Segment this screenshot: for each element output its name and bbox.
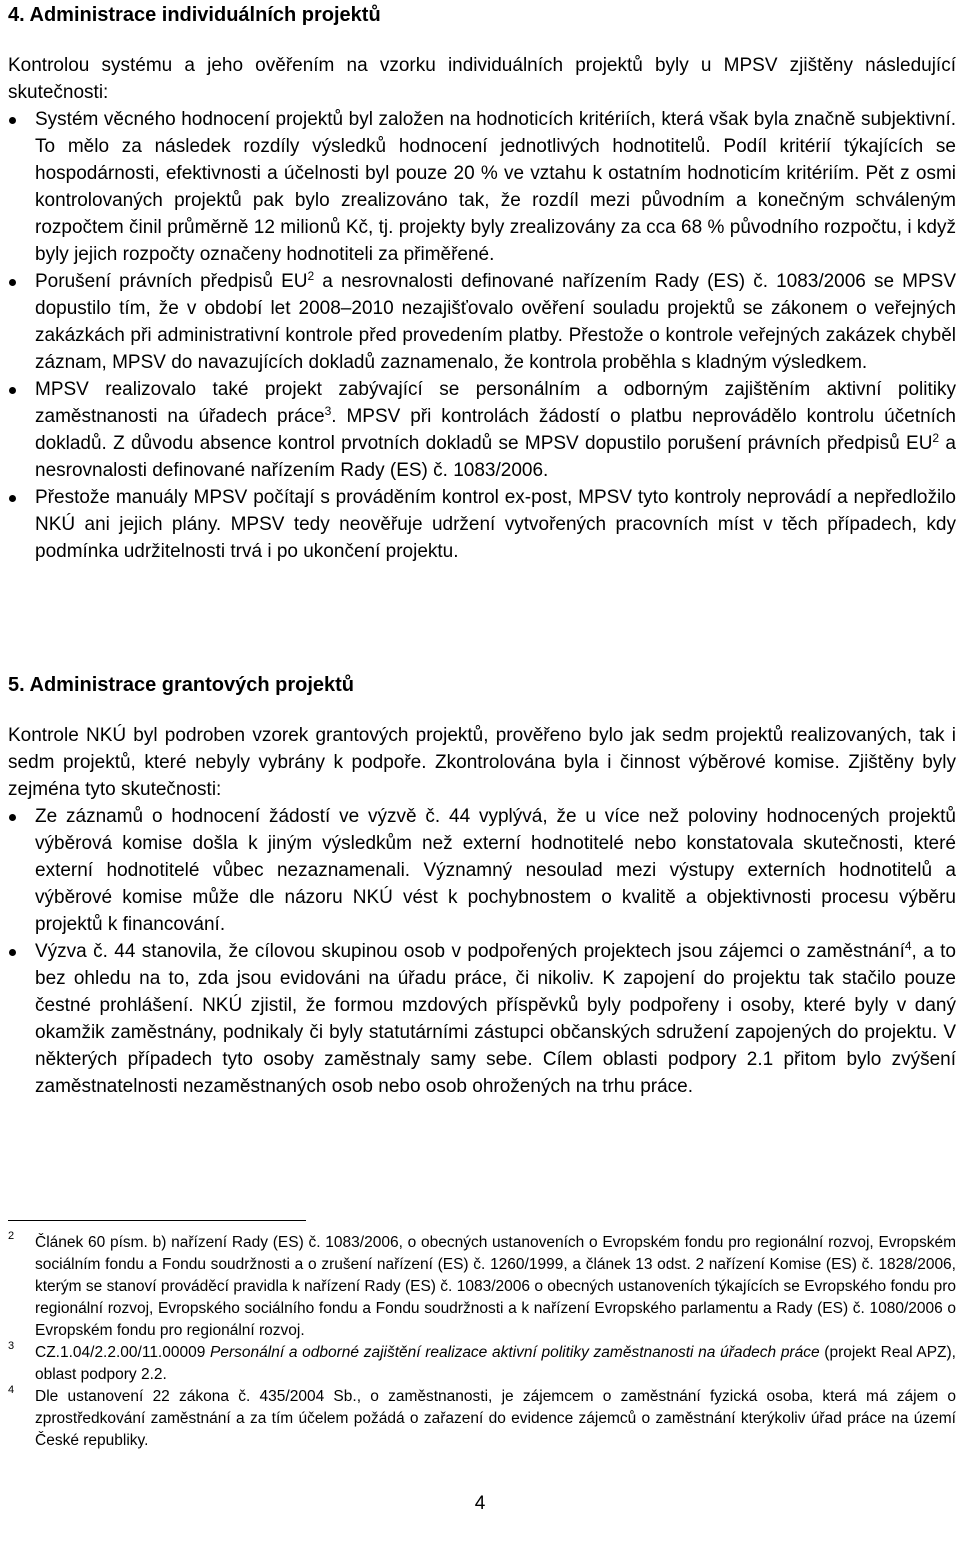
section-4-heading: 4. Administrace individuálních projektů: [8, 4, 381, 26]
footnote-ref: 2: [307, 269, 315, 283]
section-5-intro: Kontrole NKÚ byl podroben vzorek grantových projektů, prověřeno bylo jak sedm projektů realizovaných, tak i sedm projektů, které nebyly vybrány k podpoře. Zkontrolována byla i činnost výběrové komise. Zjištěny byly zejména tyto skutečnosti:: [8, 725, 956, 800]
bullet-icon: [9, 949, 16, 956]
footnote-ref: 4: [904, 939, 912, 953]
footnote-separator: [8, 1220, 306, 1221]
bullet-icon: [9, 495, 16, 502]
footnote-number: 4: [8, 1384, 15, 1396]
bullet-icon: [9, 117, 16, 124]
footnote-3: 3 CZ.1.04/2.2.00/11.00009 Personální a odborné zajištění realizace aktivní politiky zaměstnanosti na úřadech práce (projekt Real APZ), oblast podpory 2.2.: [8, 1342, 956, 1386]
section-4-intro: Kontrolou systému a jeho ověřením na vzorku individuálních projektů byly u MPSV zjištěny následující skutečnosti:: [8, 55, 956, 103]
footnotes: [8, 1232, 956, 1452]
page-number: 4: [474, 1493, 486, 1514]
section-5-findings: [8, 803, 956, 1100]
bullet-icon: [9, 387, 16, 394]
section-5-heading: 5. Administrace grantových projektů: [8, 674, 355, 696]
finding-target-group: Výzva č. 44 stanovila, že cílovou skupinou osob v podpořených projektech jsou zájemci o zaměstnání$^4$, a to bez ohledu na to, zda jsou evidováni na úřadu práce, či nikoliv. K zapojení do projektu tak stačilo pouze čestné prohlášení. NKÚ zjistil, že formou mzdových příspěvků byly podpořeny i osoby, které byly v daný okamžik zaměstnány, podnikaly či byly statutárními zástupci občanských sdružení zapojených do projektu. V některých případech tyto osoby zaměstnaly samy sebe. Cílem oblasti podpory 2.1 přitom bylo zvýšení zaměstnatelnosti nezaměstnaných osob nebo osob ohrožených na trhu práce.: [8, 938, 956, 1100]
finding-ex-post-controls: Přestože manuály MPSV počítají s prováděním kontrol ex-post, MPSV tyto kontroly neprovádí a nepředložilo NKÚ ani jejich plány. MPSV tedy neověřuje udržení vytvořených pracovních míst v těch případech, kdy podmínka udržitelnosti trvá i po ukončení projektu.: [8, 484, 956, 565]
finding-evaluation-system: Systém věcného hodnocení projektů byl založen na hodnoticích kritériích, která však byla značně subjektivní. To mělo za následek rozdíly výsledků hodnocení jednotlivých hodnotitelů. Podíl kritérií týkajících se hospodárnosti, efektivnosti a účelnosti byl pouze 20 % ve vztahu k ostatním hodnoticím kritériím. Pět z osmi kontrolovaných projektů pak bylo zrealizováno tak, že rozdíl mezi původním a konečným schváleným rozpočtem činil průměrně 12 milionů Kč, tj. projekty byly zrealizovány za cca 68 % původního rozpočtu, i když byly jejich rozpočty označeny hodnotiteli za přiměřené.: [8, 106, 956, 268]
finding-staffing-project: MPSV realizovalo také projekt zabývající se personálním a odborným zajištěním aktivní politiky zaměstnanosti na úřadech práce$^3$. MPSV při kontrolách žádostí o platbu neprovádělo kontrolu účetních dokladů. Z důvodu absence kontrol prvotních dokladů se MPSV dopustilo porušení právních předpisů $EU^2$ a nesrovnalosti definované nařízením Rady (ES) č. 1083/2006.: [8, 376, 956, 484]
bullet-icon: [9, 814, 16, 821]
footnote-number: 3: [8, 1340, 15, 1352]
footnote-2: 2 Článek 60 písm. b) nařízení Rady (ES) č. 1083/2006, o obecných ustanoveních o Evropském fondu pro regionální rozvoj, Evropském sociálním fondu a Fondu soudržnosti a o zrušení nařízení (ES) č. 1260/1999, a článek 13 odst. 2 nařízení Komise (ES) č. 1828/2006, kterým se stanoví prováděcí pravidla k nařízení Rady (ES) č. 1083/2006 o obecných ustanoveních týkajících se Evropského fondu pro regionální rozvoj, Evropského sociálního fondu a Fondu soudržnosti a k nařízení Evropského parlamentu a Rady (ES) č. 1080/2006 o Evropském fondu pro regionální rozvoj.: [8, 1232, 956, 1342]
footnote-number: 2: [8, 1230, 15, 1242]
finding-selection-committee: Ze záznamů o hodnocení žádostí ve výzvě č. 44 vyplývá, že u více než poloviny hodnocených projektů výběrová komise došla k jiným výsledkům než externí hodnotitelé nebo konstatovala skutečnosti, které externí hodnotitelé vůbec nezaznamenali. Významný nesoulad mezi výstupy externích hodnotitelů a výběrové komise může dle názoru NKÚ vést k pochybnostem o kvalitě a objektivnosti procesu výběru projektů k financování.: [8, 803, 956, 938]
footnote-ref: 2: [932, 431, 940, 445]
section-4-findings: [8, 106, 956, 565]
footnote-4: 4 Dle ustanovení 22 zákona č. 435/2004 Sb., o zaměstnanosti, je zájemcem o zaměstnání fyzická osoba, která má zájem o zprostředkování zaměstnání a za tím účelem požádá o zařazení do evidence zájemců o zaměstnání kterýkoliv úřad práce na území České republiky.: [8, 1386, 956, 1452]
footnote-ref: 3: [324, 404, 332, 418]
finding-eu-law-breach: Porušení právních předpisů $EU^2$ a nesrovnalosti definované nařízením Rady (ES) č. 1083/2006 se MPSV dopustilo tím, že v období let 2008–2010 nezajišťovalo ověření souladu projektů se zákonem o veřejných zakázkách při administrativní kontrole před provedením platby. Přestože o kontrole veřejných zakázek chyběl záznam, MPSV do navazujících dokladů zaznamenalo, že kontrola proběhla s kladným výsledkem.: [8, 268, 956, 376]
bullet-icon: [9, 279, 16, 286]
